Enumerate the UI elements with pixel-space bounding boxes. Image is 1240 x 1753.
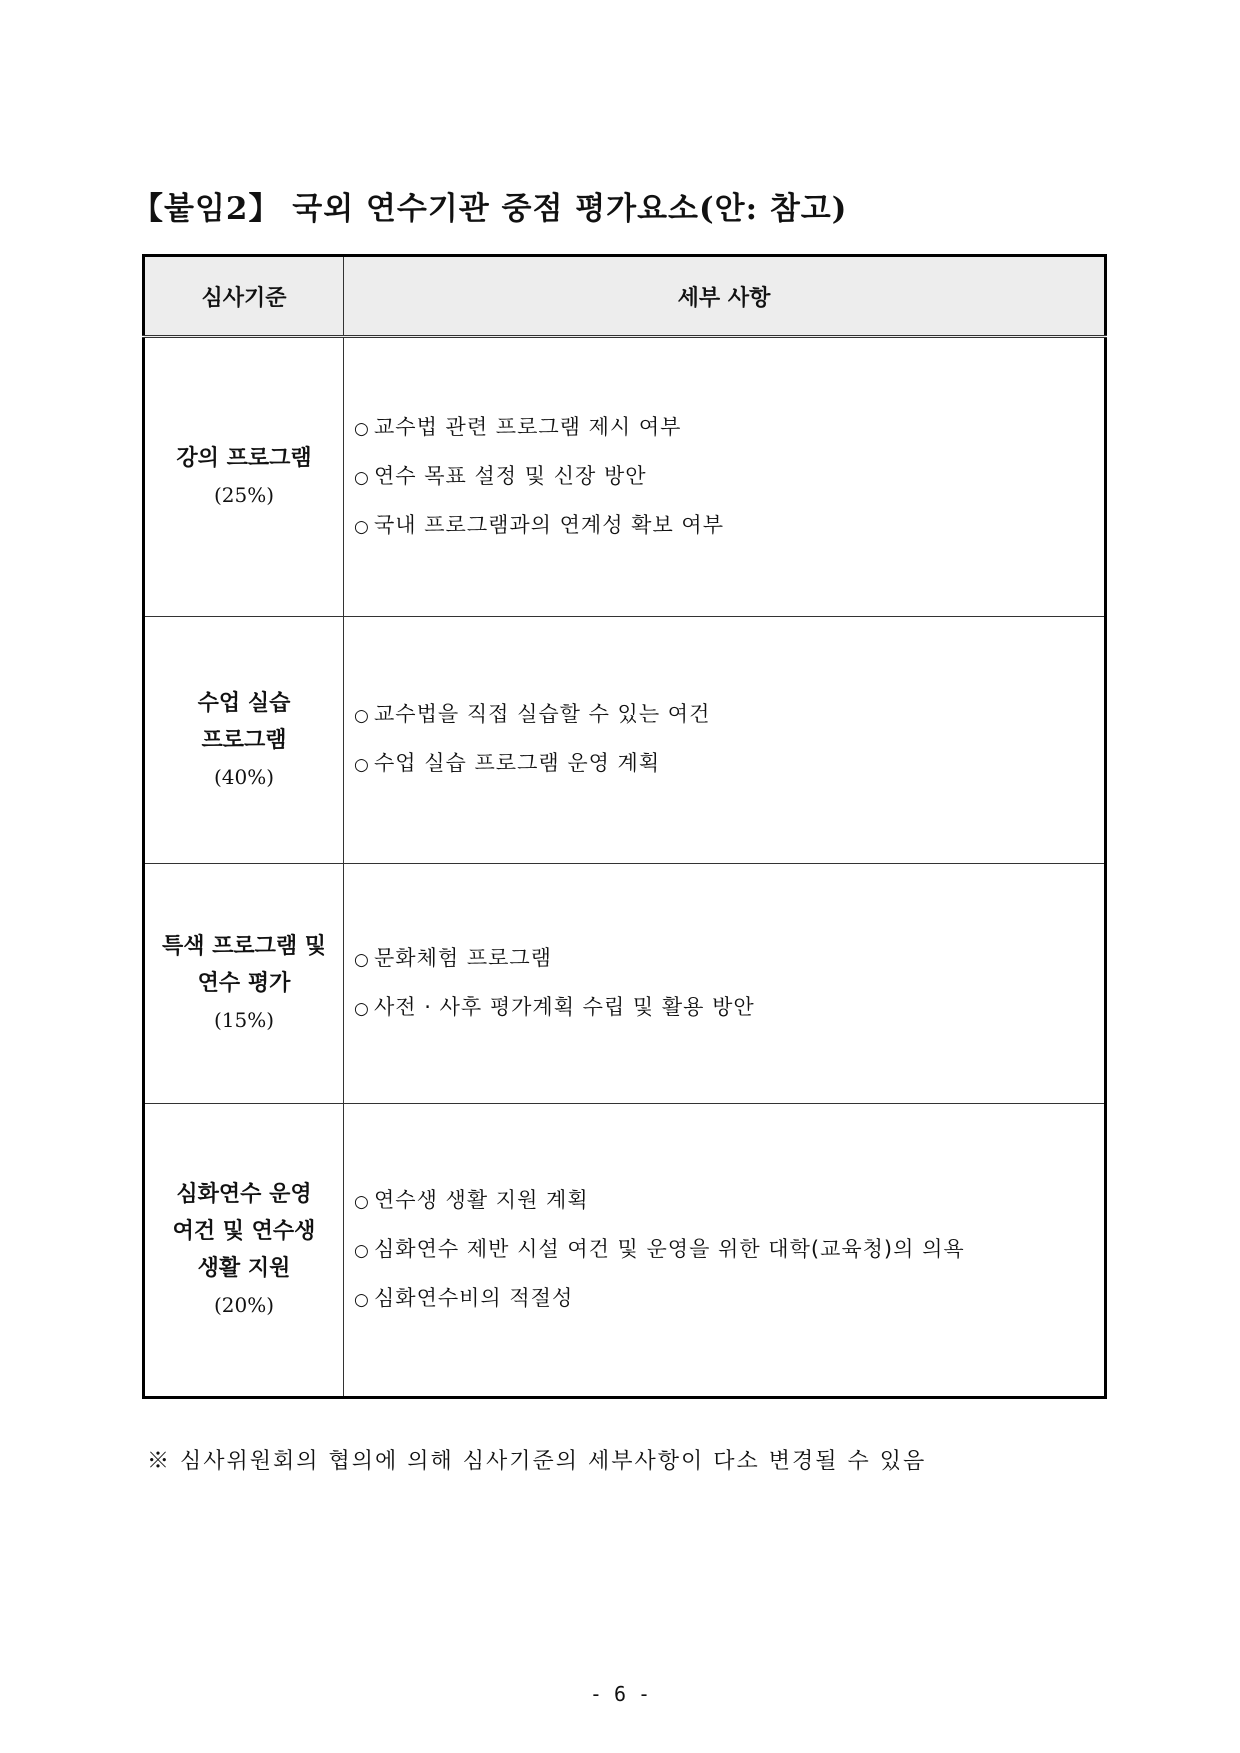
- criterion-label: 프로그램: [201, 727, 287, 753]
- details-cell: [344, 1104, 1106, 1398]
- list-item: [354, 935, 1104, 984]
- criterion-label: 수업 실습: [197, 690, 291, 716]
- list-item: [354, 404, 1104, 453]
- criterion-weight: (20%): [213, 1293, 275, 1317]
- detail-text: 사전 · 사후 평가계획 수립 및 활용 방안: [374, 994, 755, 1019]
- page-number: - 6 -: [589, 1682, 651, 1706]
- table-row: [144, 617, 1106, 864]
- header-details: 세부 사항: [344, 256, 1106, 337]
- details-list: [354, 1177, 1104, 1324]
- details-cell: [344, 337, 1106, 617]
- criterion-cell: [144, 617, 344, 864]
- circle-bullet-icon: ○: [354, 516, 370, 537]
- list-item: [354, 691, 1104, 740]
- circle-bullet-icon: ○: [354, 467, 370, 488]
- criterion-label: 연수 평가: [197, 971, 291, 996]
- detail-text: 교수법을 직접 실습할 수 있는 여건: [374, 702, 711, 726]
- detail-text: 수업 실습 프로그램 운영 계획: [374, 751, 661, 775]
- page-title: 【붙임2】 국외 연수기관 중점 평가요소(안: 참고): [132, 191, 848, 227]
- table-row: [144, 864, 1106, 1104]
- circle-bullet-icon: ○: [354, 1289, 370, 1310]
- list-item: [354, 502, 1104, 551]
- detail-text: 연수생 생활 지원 계획: [374, 1187, 589, 1212]
- header-criteria: 심사기준: [144, 256, 344, 337]
- list-item: [354, 984, 1104, 1033]
- details-list: [354, 404, 1104, 551]
- circle-bullet-icon: ○: [354, 418, 370, 439]
- circle-bullet-icon: ○: [354, 1191, 370, 1212]
- detail-text: 교수법 관련 프로그램 제시 여부: [374, 414, 682, 439]
- circle-bullet-icon: ○: [354, 998, 370, 1019]
- circle-bullet-icon: ○: [354, 706, 370, 726]
- criterion-cell: [144, 337, 344, 617]
- detail-text: 연수 목표 설정 및 신장 방안: [374, 463, 647, 488]
- circle-bullet-icon: ○: [354, 755, 370, 775]
- criterion-label: 심화연수 운영: [176, 1182, 312, 1207]
- details-cell: [344, 617, 1106, 864]
- detail-text: 국내 프로그램과의 연계성 확보 여부: [374, 512, 724, 537]
- criterion-cell: [144, 1104, 344, 1398]
- detail-text: 문화체험 프로그램: [374, 945, 552, 970]
- criterion-weight: (40%): [213, 764, 275, 789]
- criterion-weight: (15%): [213, 1008, 275, 1032]
- circle-bullet-icon: ○: [354, 1240, 370, 1261]
- criterion-label: 여건 및 연수생: [172, 1219, 316, 1244]
- criterion-label: 강의 프로그램: [176, 446, 312, 471]
- list-item: [354, 740, 1104, 789]
- table-row: [144, 337, 1106, 617]
- table-body: [144, 337, 1106, 1398]
- list-item: [354, 453, 1104, 502]
- footnote: ※ 심사위원회의 협의에 의해 심사기준의 세부사항이 다소 변경될 수 있음: [147, 1449, 927, 1474]
- details-list: [354, 691, 1104, 789]
- detail-text: 심화연수 제반 시설 여건 및 운영을 위한 대학(교육청)의 의욕: [374, 1236, 965, 1261]
- list-item: [354, 1177, 1104, 1226]
- criterion-weight: (25%): [213, 483, 275, 507]
- evaluation-criteria-table: [142, 254, 1107, 1399]
- details-cell: [344, 864, 1106, 1104]
- detail-text: 심화연수비의 적절성: [374, 1285, 574, 1310]
- circle-bullet-icon: ○: [354, 949, 370, 970]
- criterion-label: 특색 프로그램 및: [161, 934, 327, 959]
- list-item: [354, 1275, 1104, 1324]
- details-list: [354, 935, 1104, 1033]
- list-item: [354, 1226, 1104, 1275]
- criterion-label: 생활 지원: [197, 1256, 291, 1281]
- criterion-cell: [144, 864, 344, 1104]
- table-header-row: [144, 256, 1106, 337]
- table-row: [144, 1104, 1106, 1398]
